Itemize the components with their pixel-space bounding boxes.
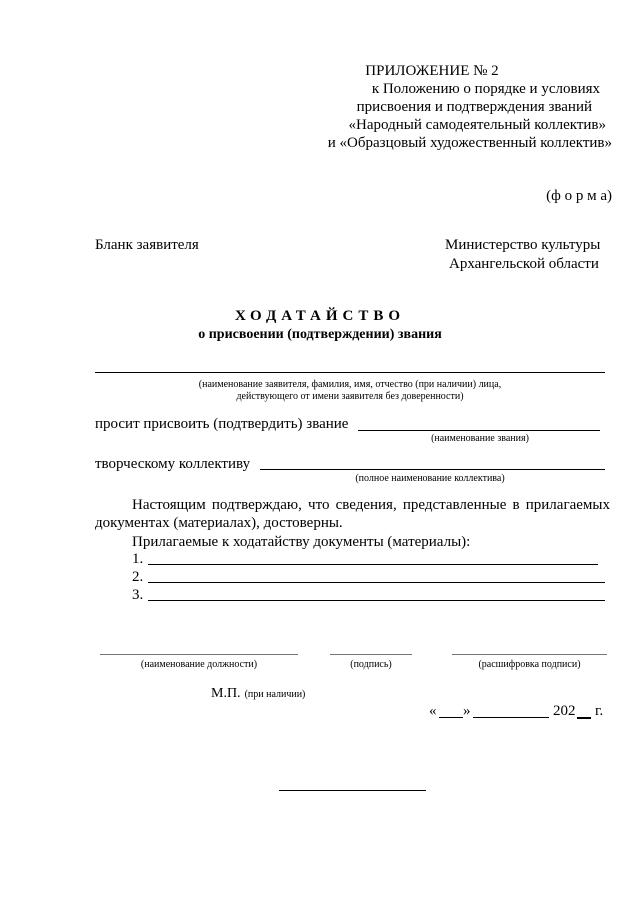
appendix-number: ПРИЛОЖЕНИЕ № 2 — [365, 63, 499, 79]
date-day-line[interactable] — [439, 717, 463, 718]
ministry-line-2: Архангельской области — [449, 256, 599, 272]
attachment-item-number: 2. — [132, 569, 144, 585]
ministry-line-1: Министерство культуры — [445, 237, 601, 253]
date-field — [429, 702, 609, 722]
applicant-form-label: Бланк заявителя — [95, 237, 199, 253]
attachment-item-number: 3. — [132, 587, 144, 603]
date-close-quote: » — [463, 703, 471, 719]
appendix-line: и «Образцовый художественный коллектив» — [327, 135, 612, 151]
stamp-text: М.П. — [211, 686, 241, 701]
document-title: ХОДАТАЙСТВО — [234, 308, 406, 324]
attachment-line-3[interactable] — [148, 600, 605, 601]
date-month-line[interactable] — [473, 717, 549, 718]
date-suffix: г. — [595, 703, 604, 719]
confirmation-line-1: Настоящим подтверждаю, что сведения, представленные в прилагаемых — [132, 497, 610, 513]
applicant-name-line[interactable] — [95, 372, 605, 373]
appendix-line: присвоения и подтверждения званий — [356, 99, 592, 115]
request-text: просит присвоить (подтвердить) звание — [95, 416, 349, 432]
position-line[interactable] — [100, 654, 298, 655]
confirmation-line-2: документах (материалах), достоверны. — [95, 515, 343, 531]
appendix-line: «Народный самодеятельный коллектив» — [348, 117, 606, 133]
request-hint: (наименование звания) — [431, 433, 529, 444]
attachments-heading: Прилагаемые к ходатайству документы (материалы): — [132, 534, 471, 550]
date-year-line[interactable] — [577, 717, 591, 719]
footer-separator — [279, 790, 426, 791]
position-hint: (наименование должности) — [140, 659, 258, 670]
document-subtitle: о присвоении (подтверждении) звания — [198, 327, 442, 342]
attachment-line-2[interactable] — [148, 582, 605, 583]
collective-text: творческому коллективу — [95, 456, 251, 472]
signature-line[interactable] — [330, 654, 412, 655]
form-label: (ф о р м а) — [546, 188, 612, 204]
applicant-hint-2: действующего от имени заявителя без доверенности) — [236, 391, 464, 402]
date-open-quote: « — [429, 703, 437, 719]
stamp-hint: (при наличии) — [244, 689, 306, 700]
decoding-line[interactable] — [452, 654, 607, 655]
attachment-line-1[interactable] — [148, 564, 598, 565]
attachment-item-number: 1. — [132, 551, 144, 567]
date-year-prefix: 202 — [553, 703, 576, 719]
applicant-hint-1: (наименование заявителя, фамилия, имя, отчество (при наличии) лица, — [198, 379, 502, 390]
collective-name-line[interactable] — [260, 469, 605, 470]
stamp-label — [211, 684, 305, 703]
title-name-line[interactable] — [358, 430, 600, 431]
decoding-hint: (расшифровка подписи) — [478, 659, 581, 670]
appendix-line: к Положению о порядке и условиях — [371, 81, 600, 97]
collective-hint: (полное наименование коллектива) — [355, 473, 505, 484]
signature-hint: (подпись) — [350, 659, 392, 670]
